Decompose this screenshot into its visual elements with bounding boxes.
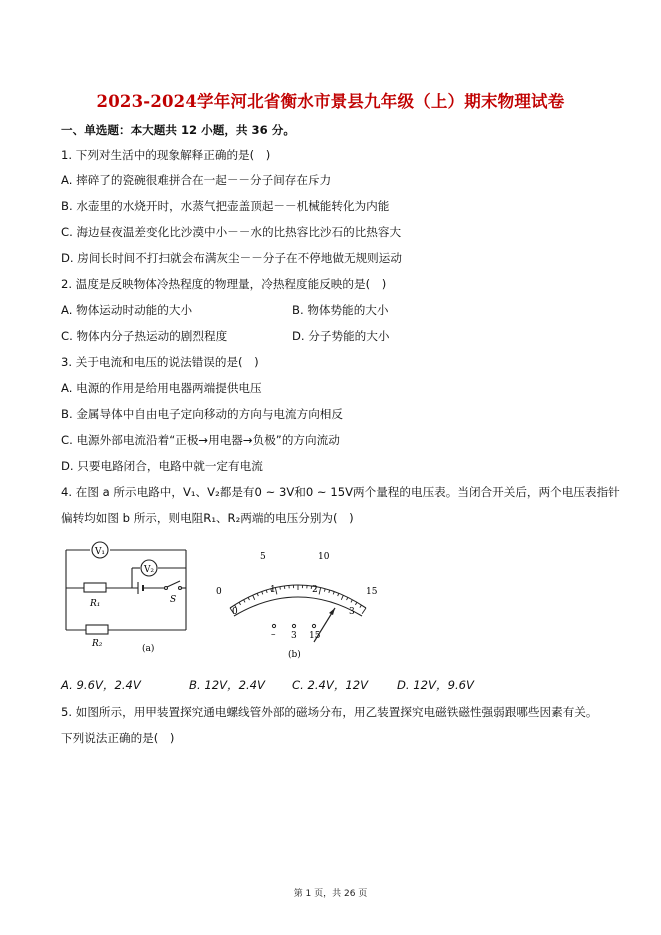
terminal-label: –	[271, 630, 276, 640]
outer-tick-label: 15	[366, 587, 378, 597]
terminal-label: 15	[309, 631, 321, 641]
question-4-option-a: A. 9.6V，2.4V	[61, 678, 141, 692]
dial-tick	[324, 589, 325, 592]
inner-tick-label: 2	[312, 585, 318, 595]
question-3-stem: 3. 关于电流和电压的说法错误的是( )	[61, 355, 259, 369]
dial-tick	[351, 600, 352, 603]
question-2-option-c: C. 物体内分子热运动的剧烈程度	[61, 329, 228, 343]
dial-tick	[338, 593, 339, 596]
question-5-stem-line1: 5. 如图所示，用甲装置探究通电螺线管外部的磁场分布，用乙装置探究电磁铁磁性强弱跟哪些因素有关。	[61, 705, 598, 719]
terminal-label: 3	[291, 631, 297, 641]
r1-label: R₁	[90, 599, 101, 609]
question-1-option-c: C. 海边昼夜温差变化比沙漠中小－－水的比热容比沙石的比热容大	[61, 225, 402, 239]
question-4-stem-line1: 4. 在图 a 所示电路中，V₁、V₂都是有0 ~ 3V和0 ~ 15V两个量程的电压表。当闭合开关后，两个电压表指针	[61, 485, 620, 499]
v2-label: V₂	[143, 565, 155, 575]
dial-tick	[244, 600, 245, 603]
question-2-option-d: D. 分子势能的大小	[292, 329, 390, 343]
question-3-option-b: B. 金属导体中自由电子定向移动的方向与电流方向相反	[61, 407, 343, 421]
dial-tick	[239, 602, 241, 605]
question-2-option-a: A. 物体运动时动能的大小	[61, 303, 193, 317]
r2-label: R₂	[92, 639, 103, 649]
question-4-option-c: C. 2.4V，12V	[292, 678, 369, 692]
dial-tick	[262, 592, 263, 595]
dial-tick	[257, 593, 258, 596]
inner-tick-label: 1	[270, 585, 276, 595]
question-1-option-b: B. 水壶里的水烧开时，水蒸气把壶盖顶起－－机械能转化为内能	[61, 199, 390, 213]
section-heading: 一、单选题：本大题共 12 小题，共 36 分。	[61, 123, 295, 137]
dial-tick	[266, 590, 267, 593]
voltmeter-dial-b	[208, 542, 388, 664]
v1-label: V₁	[94, 547, 106, 557]
dial-tick	[341, 595, 343, 600]
s-label: S	[170, 595, 177, 605]
page-footer: 第 1 页，共 26 页	[293, 889, 368, 899]
dial-tick	[329, 590, 330, 593]
dial-tick	[333, 592, 334, 595]
dial-tick	[355, 602, 357, 605]
dial-tick	[280, 587, 281, 590]
dial-tick	[360, 605, 362, 608]
outer-tick-label: 5	[260, 552, 266, 562]
question-2-option-b: B. 物体势能的大小	[292, 303, 389, 317]
dial-tick	[347, 597, 348, 600]
circuit-diagram-a	[60, 538, 200, 660]
question-3-option-d: D. 只要电路闭合，电路中就一定有电流	[61, 459, 263, 473]
question-4-stem-line2: 偏转均如图 b 所示，则电阻R₁、R₂两端的电压分别为( )	[61, 511, 354, 525]
question-4-option-b: B. 12V，2.4V	[189, 678, 265, 692]
figure-b-caption: (b)	[288, 650, 301, 660]
question-3-option-a: A. 电源的作用是给用电器两端提供电压	[61, 381, 262, 395]
question-2-stem: 2. 温度是反映物体冷热程度的物理量，冷热程度能反映的是( )	[61, 277, 387, 291]
figure-a-caption: (a)	[142, 644, 155, 654]
question-5-stem-line2: 下列说法正确的是( )	[61, 731, 175, 745]
page-title: 2023-2024学年河北省衡水市景县九年级（上）期末物理试卷	[96, 92, 565, 111]
dial-tick	[319, 588, 321, 595]
question-3-option-c: C. 电源外部电流沿着“正极→用电器→负极”的方向流动	[61, 433, 340, 447]
dial-tick	[362, 608, 366, 614]
question-1-option-a: A. 摔碎了的瓷碗很难拼合在一起－－分子间存在斥力	[61, 173, 332, 187]
question-1-option-d: D. 房间长时间不打扫就会布满灰尘－－分子在不停地做无规则运动	[61, 251, 402, 265]
inner-tick-label: 3	[349, 607, 355, 617]
pointer-arrow-icon	[329, 608, 335, 615]
outer-tick-label: 0	[216, 587, 222, 597]
inner-tick-label: 0	[232, 607, 238, 617]
question-1-stem: 1. 下列对生活中的现象解释正确的是( )	[61, 148, 271, 162]
outer-tick-label: 10	[318, 552, 330, 562]
dial-tick	[253, 595, 255, 600]
question-4-option-d: D. 12V，9.6V	[397, 678, 474, 692]
dial-tick	[248, 597, 249, 600]
